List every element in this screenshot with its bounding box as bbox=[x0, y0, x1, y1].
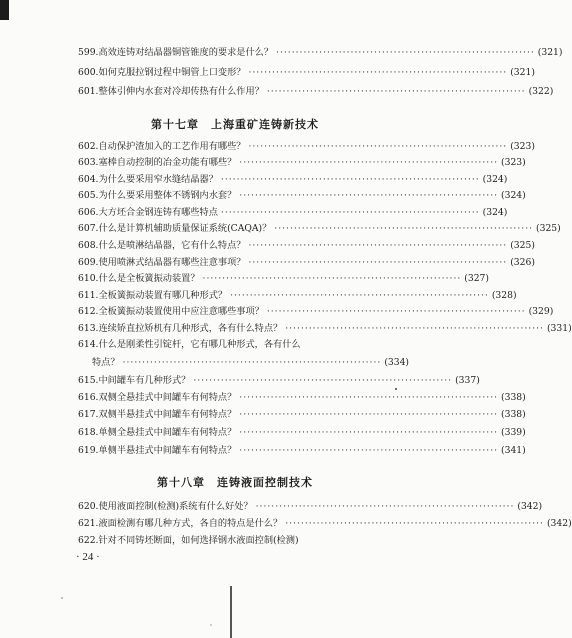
toc-entry-616: 616.双侧全悬挂式中间罐车有何特点？ ·································································· (338) bbox=[78, 392, 526, 403]
toc-entry-599: 599.高效连铸对结晶器铜管锥度的要求是什么？ ·································································· (321) bbox=[78, 47, 563, 58]
toc-entry-620: 620.使用液面控制(检测)系统有什么好处？ ·································································· (342) bbox=[78, 501, 543, 512]
page-number: · 24 · bbox=[76, 551, 100, 563]
toc-entry-602: 602.自动保护渣加入的工艺作用有哪些？ ·································································· (323) bbox=[78, 141, 535, 152]
toc-entry-608: 608.什么是喷淋结晶器，它有什么特点？ ·································································· (325) bbox=[78, 240, 535, 251]
toc-entry-622: 622.针对不同铸坯断面，如何选择钢水液面控制(检测) bbox=[78, 535, 299, 546]
scan-speck bbox=[61, 597, 63, 599]
toc-entry-604: 604.为什么要采用窄水缝结晶器？ ·································································· (324) bbox=[78, 174, 508, 185]
toc-entry-611: 611.全板簧振动装置有哪几种形式？ ·································································· (328) bbox=[78, 290, 517, 301]
toc-entry-600: 600.如何克服拉钢过程中铜管上口变形？ ·································································· (321) bbox=[78, 67, 535, 78]
toc-entry-610: 610.什么是全板簧振动装置？ ·································································· (327) bbox=[78, 273, 489, 284]
toc-entry-612: 612.全板簧振动装置使用中应注意哪些事项？ ·································································· (329) bbox=[78, 306, 554, 317]
toc-entry-606: 606.大方坯合金钢连铸有哪些特点 ·································································· (324) bbox=[78, 207, 508, 218]
chapter-18-heading: 第十八章 连铸液面控制技术 bbox=[157, 476, 313, 489]
toc-entry-605: 605.为什么要采用整体不锈钢内水套？ ·································································· (324) bbox=[78, 190, 526, 201]
toc-entry-621: 621.液面检测有哪几种方式，各自的特点是什么？ ·································································· (342) bbox=[78, 518, 572, 529]
scan-speck bbox=[395, 388, 397, 390]
toc-entry-614-continued: 特点？ ·································································· (334) bbox=[92, 357, 410, 368]
toc-entry-613: 613.连续矫直拉矫机有几种形式，各有什么特点？ ·································································· (331) bbox=[78, 323, 572, 334]
toc-entry-619: 619.单侧半悬挂式中间罐车有何特点？ ·································································· (341) bbox=[78, 445, 526, 456]
toc-entry-607: 607.什么是计算机辅助质量保证系统(CAQA)？ ·································································· (325) bbox=[78, 223, 561, 234]
toc-entry-601: 601.整体引伸内水套对冷却传热有什么作用？ ·································································· (322) bbox=[78, 86, 554, 97]
toc-entry-618: 618.单侧全悬挂式中间罐车有何特点？ ·································································· (339) bbox=[78, 427, 526, 438]
toc-entry-603: 603.塞棒自动控制的冶金功能有哪些？ ·································································· (323) bbox=[78, 157, 526, 168]
toc-entry-614: 614.什么是刚柔性引锭杆，它有哪几种形式，各有什么 bbox=[78, 339, 301, 350]
chapter-17-heading: 第十七章 上海重矿连铸新技术 bbox=[151, 118, 319, 131]
toc-entry-617: 617.双侧半悬挂式中间罐车有何特点？ ·································································· (338) bbox=[78, 409, 526, 420]
scan-speck bbox=[210, 624, 211, 625]
toc-entry-609: 609.使用喷淋式结晶器有哪些注意事项？ ·································································· (326) bbox=[78, 257, 535, 268]
scan-corner-mark bbox=[0, 0, 9, 20]
toc-entry-615: 615.中间罐车有几种形式？ ·································································· (337) bbox=[78, 375, 480, 386]
